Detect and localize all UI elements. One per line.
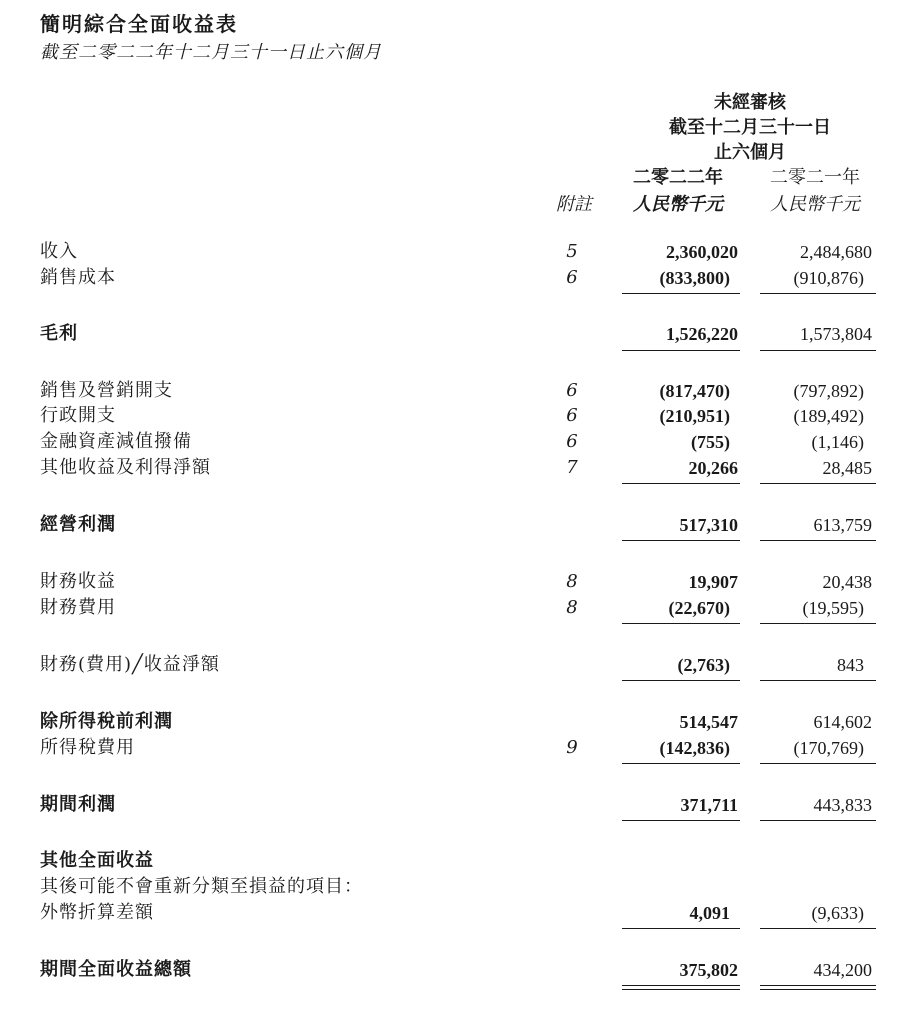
row-note: 8	[566, 571, 578, 592]
row-total-comprehensive-income	[0, 958, 920, 982]
row-value-prior: (19,595)	[802, 598, 864, 618]
header-period-line2: 止六個月	[714, 142, 786, 163]
row-value-prior: 2,484,680	[800, 242, 872, 262]
rule	[622, 350, 740, 351]
row-value-current: 19,907	[688, 572, 738, 592]
row-label: 銷售成本	[40, 267, 116, 288]
row-other-gains	[0, 456, 920, 480]
row-value-prior: 614,602	[813, 712, 872, 732]
row-label: 毛利	[40, 323, 78, 344]
rule	[622, 680, 740, 681]
row-net-finance	[0, 653, 920, 677]
row-revenue	[0, 240, 920, 264]
row-value-prior: 28,485	[822, 458, 872, 478]
row-label: 所得稅費用	[40, 737, 135, 758]
row-value-prior: 443,833	[813, 795, 872, 815]
row-admin-expenses	[0, 404, 920, 428]
row-value-prior: 434,200	[813, 960, 872, 980]
rule	[760, 763, 876, 764]
rule	[622, 483, 740, 484]
row-value-prior: (910,876)	[793, 268, 864, 288]
statement-title: 簡明綜合全面收益表	[40, 12, 238, 36]
row-value-current: 4,091	[689, 903, 730, 923]
row-value-current: 371,711	[680, 795, 738, 815]
row-label: 收入	[40, 241, 78, 262]
rule	[622, 623, 740, 624]
row-note: 6	[566, 267, 578, 288]
row-value-current: (817,470)	[659, 381, 730, 401]
row-finance-income	[0, 570, 920, 594]
row-value-prior: (797,892)	[793, 381, 864, 401]
row-oci-heading	[0, 849, 920, 873]
row-label: 金融資產減值撥備	[40, 431, 192, 452]
row-value-prior: 613,759	[813, 515, 872, 535]
row-note: 6	[566, 405, 578, 426]
rule	[760, 623, 876, 624]
row-value-current: 514,547	[679, 712, 738, 732]
row-value-current: (210,951)	[659, 406, 730, 426]
row-label: 財務(費用)╱收益淨額	[40, 654, 220, 675]
double-rule	[622, 985, 740, 990]
row-label: 財務費用	[40, 597, 116, 618]
row-impairment	[0, 430, 920, 454]
row-note: 5	[566, 241, 578, 262]
header-note-label: 附註	[556, 194, 592, 215]
row-profit-before-tax	[0, 710, 920, 734]
row-label: 除所得稅前利潤	[40, 711, 173, 732]
row-label: 銷售及營銷開支	[40, 380, 173, 401]
rule	[622, 540, 740, 541]
row-value-current: 20,266	[688, 458, 738, 478]
row-value-prior: 20,438	[822, 572, 872, 592]
rule	[760, 928, 876, 929]
rule	[622, 293, 740, 294]
header-year-prior: 二零二一年	[770, 167, 860, 188]
row-value-current: 2,360,020	[666, 242, 738, 262]
rule	[760, 820, 876, 821]
row-label: 經營利潤	[40, 514, 116, 535]
row-cost-of-sales	[0, 266, 920, 290]
row-label: 外幣折算差額	[40, 902, 154, 923]
row-value-current: (755)	[691, 432, 730, 452]
row-label: 期間全面收益總額	[40, 959, 192, 980]
row-value-current: 375,802	[679, 960, 738, 980]
row-value-prior: (9,633)	[811, 903, 864, 923]
row-label: 行政開支	[40, 405, 116, 426]
row-value-current: 1,526,220	[666, 324, 738, 344]
rule	[760, 680, 876, 681]
rule	[760, 350, 876, 351]
row-note: 6	[566, 380, 578, 401]
row-fx-translation	[0, 901, 920, 925]
row-value-prior: (170,769)	[793, 738, 864, 758]
rule	[760, 293, 876, 294]
row-gross-profit	[0, 322, 920, 346]
row-value-prior: 843	[837, 655, 864, 675]
row-note: 8	[566, 597, 578, 618]
row-value-current: 517,310	[679, 515, 738, 535]
row-value-current: (142,836)	[659, 738, 730, 758]
row-operating-profit	[0, 513, 920, 537]
row-note: 6	[566, 431, 578, 452]
row-note: 7	[566, 457, 578, 478]
double-rule	[760, 985, 876, 990]
row-income-tax	[0, 736, 920, 760]
row-selling-expenses	[0, 379, 920, 403]
rule	[622, 928, 740, 929]
row-value-prior: (189,492)	[793, 406, 864, 426]
header-currency-current: 人民幣千元	[633, 194, 723, 215]
row-oci-subheading	[0, 875, 920, 899]
row-value-current: (833,800)	[659, 268, 730, 288]
rule	[760, 483, 876, 484]
rule	[622, 763, 740, 764]
row-finance-costs	[0, 596, 920, 620]
row-value-current: (22,670)	[668, 598, 730, 618]
rule	[760, 540, 876, 541]
row-note: 9	[566, 737, 578, 758]
row-label: 期間利潤	[40, 794, 116, 815]
statement-subtitle: 截至二零二二年十二月三十一日止六個月	[40, 42, 382, 63]
row-value-prior: (1,146)	[811, 432, 864, 452]
row-profit-for-period	[0, 793, 920, 817]
row-value-prior: 1,573,804	[800, 324, 872, 344]
rule	[622, 820, 740, 821]
row-label: 財務收益	[40, 571, 116, 592]
header-unaudited: 未經審核	[714, 92, 786, 113]
row-label: 其他收益及利得淨額	[40, 457, 211, 478]
row-label: 其後可能不會重新分類至損益的項目：	[40, 876, 363, 897]
header-currency-prior: 人民幣千元	[770, 194, 860, 215]
header-period-line1: 截至十二月三十一日	[669, 117, 831, 138]
row-label: 其他全面收益	[40, 850, 154, 871]
header-year-current: 二零二二年	[633, 167, 723, 188]
row-value-current: (2,763)	[677, 655, 730, 675]
